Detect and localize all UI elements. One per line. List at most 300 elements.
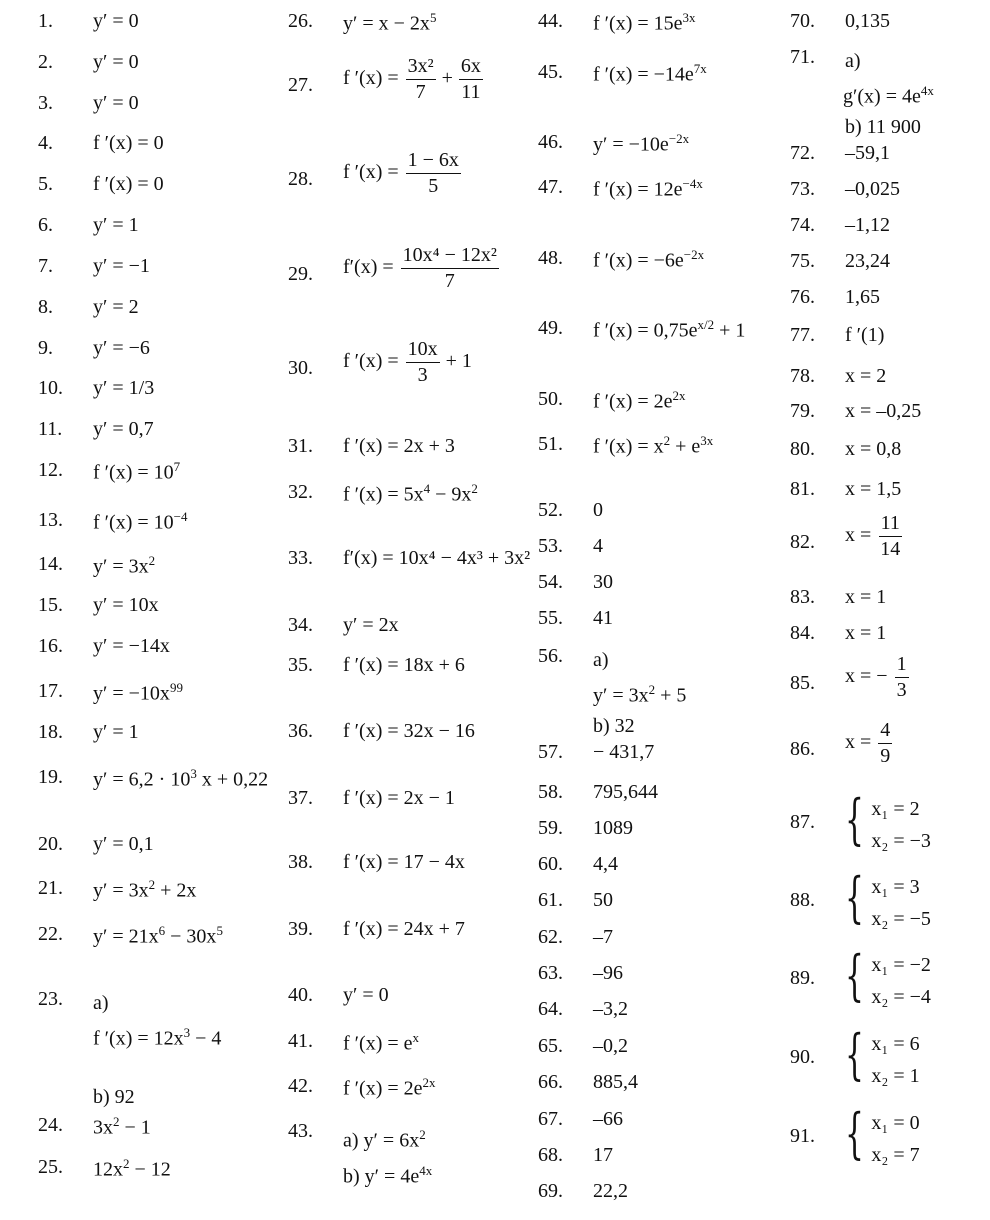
item-number: 27. bbox=[288, 74, 313, 96]
math-text: y′ = 0 bbox=[93, 51, 139, 73]
item-answer bbox=[593, 499, 603, 522]
item-answer bbox=[93, 132, 164, 155]
item-number: 84. bbox=[790, 622, 815, 644]
math-text: f ′(x) = 24x + 7 bbox=[343, 918, 465, 940]
answer-item bbox=[790, 286, 985, 326]
math-text: –0,025 bbox=[845, 178, 900, 200]
item-answer bbox=[593, 388, 686, 414]
math-text: 0 bbox=[593, 499, 603, 521]
denominator: 5 bbox=[428, 175, 439, 197]
item-answer bbox=[593, 317, 745, 343]
item-answer bbox=[593, 607, 613, 630]
system-row-1: x₁ = 0 bbox=[871, 1112, 920, 1134]
superscript: 7 bbox=[173, 459, 181, 474]
item-number: 69. bbox=[538, 1180, 563, 1202]
numerator: 1 − 6x bbox=[406, 150, 461, 174]
answer-item bbox=[538, 1071, 783, 1111]
superscript: 2 bbox=[123, 1156, 130, 1171]
superscript: −2x bbox=[683, 247, 705, 262]
math-text: y′ = 10x bbox=[93, 594, 159, 616]
item-answer bbox=[845, 10, 890, 33]
answer-item bbox=[790, 866, 985, 930]
math-text: f ′(x) = e bbox=[343, 1032, 413, 1055]
multipart-answer bbox=[343, 1120, 432, 1191]
math-text: x = bbox=[845, 524, 872, 547]
item-answer bbox=[593, 1180, 628, 1203]
item-answer bbox=[593, 1108, 623, 1131]
numerator: 10x bbox=[406, 339, 440, 363]
item-number: 55. bbox=[538, 607, 563, 629]
system-row-1: x₁ = 6 bbox=[871, 1033, 920, 1055]
math-text: f ′(x) = 17 − 4x bbox=[343, 851, 465, 873]
part-a-label: a) bbox=[845, 50, 861, 72]
item-number: 18. bbox=[38, 721, 63, 743]
math-text: y′ = 1 bbox=[93, 214, 139, 236]
numerator: 6x bbox=[459, 56, 483, 80]
math-text: f ′(x) = 10 bbox=[93, 461, 174, 484]
math-text: –3,2 bbox=[593, 998, 628, 1020]
answer-item bbox=[38, 92, 283, 132]
math-text: y′ = 1 bbox=[93, 721, 139, 743]
answer-item bbox=[38, 459, 283, 499]
item-answer bbox=[93, 877, 196, 903]
math-text: 3x bbox=[93, 1116, 113, 1139]
item-number: 8. bbox=[38, 296, 53, 318]
answer-column-1 bbox=[38, 0, 283, 1210]
fraction bbox=[406, 339, 440, 386]
item-number: 45. bbox=[538, 61, 563, 83]
item-answer bbox=[593, 247, 704, 273]
item-number: 36. bbox=[288, 720, 313, 742]
superscript: 4x bbox=[419, 1162, 433, 1178]
answer-item bbox=[790, 178, 985, 218]
system-row-2: x₂ = 7 bbox=[871, 1144, 920, 1166]
fraction bbox=[401, 245, 499, 292]
item-answer bbox=[343, 851, 465, 874]
answer-item bbox=[790, 1023, 985, 1087]
answer-item bbox=[288, 1120, 533, 1188]
item-answer bbox=[593, 176, 703, 202]
answer-item bbox=[38, 721, 283, 761]
fraction bbox=[895, 654, 909, 701]
answer-item bbox=[288, 338, 533, 397]
item-answer bbox=[93, 594, 159, 617]
item-answer bbox=[343, 787, 455, 810]
math-text: f ′(x) = 12e bbox=[593, 178, 683, 201]
part-a-equation bbox=[593, 675, 686, 711]
item-answer bbox=[93, 553, 155, 579]
item-answer bbox=[93, 833, 154, 856]
answer-item bbox=[538, 781, 783, 821]
answer-item bbox=[38, 1156, 283, 1196]
equation-system bbox=[845, 866, 931, 935]
item-number: 82. bbox=[790, 531, 815, 553]
math-text: 23,24 bbox=[845, 250, 890, 272]
denominator: 7 bbox=[444, 270, 455, 292]
item-number: 88. bbox=[790, 889, 815, 911]
system-row-1: x₁ = −2 bbox=[871, 954, 931, 976]
item-answer bbox=[593, 535, 603, 558]
answer-column-2 bbox=[288, 0, 533, 1210]
answer-item bbox=[790, 512, 985, 571]
fraction bbox=[878, 513, 902, 560]
answer-item bbox=[538, 1144, 783, 1184]
answer-item bbox=[38, 51, 283, 91]
item-number: 6. bbox=[38, 214, 53, 236]
math-text: x = 1 bbox=[845, 586, 887, 608]
math-text: f ′(1) bbox=[845, 324, 885, 346]
superscript: 2 bbox=[148, 877, 156, 892]
item-number: 25. bbox=[38, 1156, 63, 1178]
math-text: f ′(x) = bbox=[343, 350, 399, 373]
system-rows bbox=[871, 793, 931, 857]
item-number: 68. bbox=[538, 1144, 563, 1166]
system-row-2: x₂ = −4 bbox=[871, 986, 931, 1008]
item-answer bbox=[343, 1030, 419, 1056]
item-number: 78. bbox=[790, 365, 815, 387]
math-text: − 30x bbox=[165, 925, 217, 948]
item-answer bbox=[845, 250, 890, 273]
answer-item bbox=[790, 365, 985, 405]
item-answer bbox=[593, 889, 613, 912]
answer-item bbox=[288, 244, 533, 303]
superscript: 3 bbox=[183, 1025, 191, 1040]
item-answer bbox=[93, 255, 150, 278]
item-number: 43. bbox=[288, 1120, 313, 1142]
numerator: 1 bbox=[895, 654, 909, 678]
math-text: 22,2 bbox=[593, 1180, 628, 1202]
item-answer bbox=[93, 418, 154, 441]
item-answer bbox=[845, 1023, 920, 1092]
item-answer bbox=[93, 766, 268, 792]
item-number: 77. bbox=[790, 324, 815, 346]
superscript: 3 bbox=[190, 766, 197, 781]
item-answer bbox=[343, 1075, 436, 1101]
answer-item bbox=[538, 535, 783, 575]
answer-item bbox=[538, 131, 783, 171]
math-text: f ′(x) = 15e bbox=[593, 12, 683, 35]
answer-item bbox=[38, 988, 283, 1108]
part-a-label: a) bbox=[93, 992, 109, 1014]
answer-item bbox=[790, 214, 985, 254]
item-number: 63. bbox=[538, 962, 563, 984]
superscript: 2 bbox=[663, 433, 671, 448]
item-answer bbox=[343, 10, 436, 36]
item-answer bbox=[845, 944, 931, 1013]
item-answer bbox=[93, 296, 139, 319]
answer-item bbox=[538, 998, 783, 1038]
item-number: 57. bbox=[538, 741, 563, 763]
item-number: 52. bbox=[538, 499, 563, 521]
math-text: y′ = 0 bbox=[343, 984, 389, 1006]
item-number: 14. bbox=[38, 553, 63, 575]
denominator: 11 bbox=[461, 81, 481, 103]
item-number: 28. bbox=[288, 168, 313, 190]
item-answer bbox=[93, 635, 170, 658]
answer-item bbox=[288, 547, 533, 587]
math-text: x + 0,22 bbox=[196, 768, 269, 791]
item-answer bbox=[845, 654, 911, 701]
answer-item bbox=[288, 918, 533, 958]
math-text: f ′(x) = 32x − 16 bbox=[343, 720, 475, 742]
math-text: –7 bbox=[593, 926, 613, 948]
math-text: f ′(x) = −6e bbox=[593, 249, 684, 272]
answer-item bbox=[790, 400, 985, 440]
item-answer bbox=[343, 614, 399, 637]
item-answer bbox=[593, 645, 686, 741]
math-text: 1089 bbox=[593, 817, 633, 839]
math-text: x = 1,5 bbox=[845, 478, 902, 500]
item-answer bbox=[593, 61, 707, 87]
superscript: 2 bbox=[648, 682, 656, 697]
item-number: 24. bbox=[38, 1114, 63, 1136]
answer-item bbox=[538, 741, 783, 781]
answer-item bbox=[38, 766, 283, 806]
item-number: 83. bbox=[790, 586, 815, 608]
equation-system bbox=[845, 944, 931, 1013]
superscript: 3x bbox=[682, 10, 696, 25]
item-number: 4. bbox=[38, 132, 53, 154]
math-text: y′ = −1 bbox=[93, 255, 150, 277]
item-number: 42. bbox=[288, 1075, 313, 1097]
item-answer bbox=[343, 547, 530, 570]
item-answer bbox=[93, 680, 183, 706]
item-answer bbox=[93, 173, 164, 196]
item-number: 66. bbox=[538, 1071, 563, 1093]
math-text: y′ = 3x bbox=[93, 879, 149, 902]
answer-item bbox=[38, 509, 283, 549]
math-text: f ′(x) = bbox=[343, 67, 399, 90]
math-text: + 1 bbox=[714, 319, 746, 342]
math-text: + 2x bbox=[155, 879, 197, 902]
item-number: 76. bbox=[790, 286, 815, 308]
item-number: 90. bbox=[790, 1046, 815, 1068]
answer-item bbox=[538, 645, 783, 737]
math-text: x = –0,25 bbox=[845, 400, 922, 422]
fraction bbox=[406, 56, 436, 103]
superscript: 3x bbox=[700, 433, 714, 448]
item-number: 80. bbox=[790, 438, 815, 460]
item-answer bbox=[343, 918, 465, 941]
answer-item bbox=[790, 788, 985, 852]
answer-column-4 bbox=[790, 0, 985, 1210]
math-text: f′(x) = 10x⁴ − 4x³ + 3x² bbox=[343, 547, 531, 569]
superscript: x/2 bbox=[697, 317, 715, 332]
numerator: 3x² bbox=[406, 56, 436, 80]
answer-item bbox=[288, 1075, 533, 1115]
item-number: 16. bbox=[38, 635, 63, 657]
answer-item bbox=[38, 214, 283, 254]
superscript: 2 bbox=[419, 1127, 426, 1142]
math-text: 17 bbox=[593, 1144, 613, 1166]
answer-item bbox=[790, 719, 985, 778]
answer-item bbox=[288, 10, 533, 50]
item-number: 62. bbox=[538, 926, 563, 948]
item-answer bbox=[593, 781, 658, 804]
item-answer bbox=[93, 214, 139, 237]
superscript: 6 bbox=[158, 923, 166, 938]
math-text: y′ = 3x bbox=[93, 555, 149, 578]
math-text: f ′(x) = 0,75e bbox=[593, 319, 698, 342]
item-number: 86. bbox=[790, 738, 815, 760]
math-text: –1,12 bbox=[845, 214, 890, 236]
denominator: 3 bbox=[896, 679, 907, 701]
item-answer bbox=[845, 1102, 920, 1171]
answer-item bbox=[790, 944, 985, 1008]
math-text: y′ = 1/3 bbox=[93, 377, 155, 399]
math-text: f ′(x) = 0 bbox=[93, 132, 164, 154]
item-answer bbox=[593, 1071, 638, 1094]
item-number: 60. bbox=[538, 853, 563, 875]
item-answer bbox=[93, 923, 223, 949]
part-a-equation bbox=[343, 1120, 432, 1156]
item-number: 54. bbox=[538, 571, 563, 593]
item-answer bbox=[845, 178, 900, 201]
item-number: 10. bbox=[38, 377, 63, 399]
answer-item bbox=[38, 132, 283, 172]
item-number: 11. bbox=[38, 418, 63, 440]
item-answer bbox=[845, 513, 904, 560]
item-answer bbox=[593, 10, 696, 36]
math-text: − 12 bbox=[129, 1158, 171, 1181]
item-answer bbox=[93, 10, 139, 33]
part-a-equation bbox=[93, 1018, 221, 1054]
item-number: 61. bbox=[538, 889, 563, 911]
answer-item bbox=[538, 926, 783, 966]
answer-item bbox=[538, 853, 783, 893]
item-answer bbox=[593, 1144, 613, 1167]
item-number: 39. bbox=[288, 918, 313, 940]
answer-item bbox=[538, 962, 783, 1002]
answer-item bbox=[288, 787, 533, 827]
item-answer bbox=[593, 962, 623, 985]
item-number: 72. bbox=[790, 142, 815, 164]
item-answer bbox=[343, 245, 501, 292]
answer-item bbox=[538, 247, 783, 287]
math-text: a) y′ = 6x bbox=[343, 1129, 420, 1152]
answer-item bbox=[38, 377, 283, 417]
math-text: − 1 bbox=[119, 1116, 151, 1139]
math-text: y′ = 0 bbox=[93, 92, 139, 114]
superscript: 2x bbox=[672, 388, 686, 403]
answer-item bbox=[790, 324, 985, 364]
answer-item bbox=[538, 571, 783, 611]
answer-item bbox=[538, 607, 783, 647]
superscript: 99 bbox=[169, 680, 183, 695]
part-a-label: a) bbox=[593, 649, 609, 671]
fraction bbox=[878, 720, 892, 767]
answer-item bbox=[288, 435, 533, 475]
numerator: 11 bbox=[879, 513, 902, 537]
answer-item bbox=[38, 923, 283, 963]
answer-item bbox=[38, 296, 283, 336]
item-answer bbox=[845, 788, 931, 857]
system-row-2: x₂ = −3 bbox=[871, 830, 931, 852]
fraction bbox=[406, 150, 461, 197]
answer-item bbox=[538, 817, 783, 857]
math-text: x = bbox=[845, 731, 872, 754]
answer-column-3 bbox=[538, 0, 783, 1210]
math-text: + 1 bbox=[445, 350, 472, 373]
system-rows bbox=[871, 949, 931, 1013]
superscript: −2x bbox=[668, 131, 690, 146]
item-answer bbox=[593, 926, 613, 949]
item-number: 46. bbox=[538, 131, 563, 153]
item-number: 47. bbox=[538, 176, 563, 198]
item-number: 89. bbox=[790, 967, 815, 989]
math-text: y′ = −10x bbox=[93, 682, 170, 705]
answer-item bbox=[538, 388, 783, 428]
item-answer bbox=[93, 459, 180, 485]
item-number: 67. bbox=[538, 1108, 563, 1130]
math-text: y′ = 0,1 bbox=[93, 833, 154, 855]
item-answer bbox=[343, 56, 485, 103]
math-text: y′ = x − 2x bbox=[343, 12, 430, 35]
item-number: 44. bbox=[538, 10, 563, 32]
item-number: 40. bbox=[288, 984, 313, 1006]
item-answer bbox=[845, 286, 880, 309]
answer-item bbox=[538, 176, 783, 216]
item-answer bbox=[593, 571, 613, 594]
item-number: 30. bbox=[288, 357, 313, 379]
item-number: 70. bbox=[790, 10, 815, 32]
answer-item bbox=[288, 851, 533, 891]
answer-item bbox=[38, 877, 283, 917]
math-text: 4 bbox=[593, 535, 603, 557]
answer-item bbox=[538, 499, 783, 539]
math-text: f ′(x) = bbox=[343, 161, 399, 184]
denominator: 14 bbox=[880, 538, 901, 560]
item-number: 59. bbox=[538, 817, 563, 839]
part-b-equation bbox=[343, 1156, 432, 1192]
item-number: 58. bbox=[538, 781, 563, 803]
math-text: f ′(x) = 2e bbox=[343, 1077, 423, 1100]
math-text: –96 bbox=[593, 962, 623, 984]
math-text: g′(x) = 4e bbox=[843, 85, 921, 108]
math-text: f ′(x) = 5x bbox=[343, 483, 424, 506]
math-text: 12x bbox=[93, 1158, 123, 1181]
answer-item bbox=[288, 1030, 533, 1070]
answer-item bbox=[790, 46, 985, 138]
item-answer bbox=[343, 150, 463, 197]
fraction bbox=[459, 56, 483, 103]
math-text: − 431,7 bbox=[593, 741, 655, 763]
math-text: x = 2 bbox=[845, 365, 887, 387]
item-number: 34. bbox=[288, 614, 313, 636]
item-number: 22. bbox=[38, 923, 63, 945]
item-answer bbox=[593, 998, 628, 1021]
superscript: 4 bbox=[423, 481, 431, 496]
math-text: y′ = −10e bbox=[593, 133, 669, 156]
math-text: 30 bbox=[593, 571, 613, 593]
math-text: 885,4 bbox=[593, 1071, 638, 1093]
math-text: y′ = 2 bbox=[93, 296, 139, 318]
item-answer bbox=[593, 131, 689, 157]
math-text: y′ = 6,2 · 10 bbox=[93, 768, 191, 791]
item-number: 73. bbox=[790, 178, 815, 200]
item-answer bbox=[93, 51, 139, 74]
system-rows bbox=[871, 1107, 919, 1171]
item-number: 1. bbox=[38, 10, 53, 32]
item-answer bbox=[845, 400, 921, 423]
math-text: 1,65 bbox=[845, 286, 880, 308]
superscript: 2 bbox=[471, 481, 478, 496]
item-answer bbox=[593, 817, 633, 840]
item-number: 38. bbox=[288, 851, 313, 873]
answer-item bbox=[790, 142, 985, 182]
answer-item bbox=[288, 614, 533, 654]
item-number: 71. bbox=[790, 46, 815, 68]
